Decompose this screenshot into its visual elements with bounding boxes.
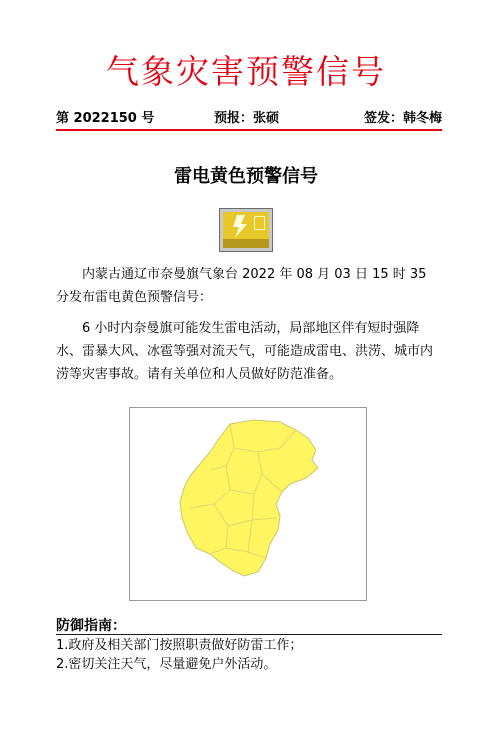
issue-paragraph: 内蒙古通辽市奈曼旗气象台 2022 年 08 月 03 日 15 时 35 分发布雷电黄色预警信号： <box>56 267 427 305</box>
warning-area-map <box>129 407 367 601</box>
guide-item: 2.密切关注天气，尽量避免户外活动。 <box>56 657 277 672</box>
issue-number: 第 2022150 号 <box>56 111 155 126</box>
signer: 签发：韩冬梅 <box>363 111 442 126</box>
guide-divider <box>56 634 442 635</box>
header-divider <box>56 129 442 131</box>
guide-item: 1.政府及相关部门按照职责做好防雷工作； <box>56 638 303 653</box>
signal-title: 雷电黄色预警信号 <box>174 166 318 187</box>
impact-paragraph: 6 小时内奈曼旗可能发生雷电活动，局部地区伴有短时强降水、雷暴大风、冰雹等强对流天气，可能造成雷电、洪涝、城市内涝等灾害事故。请有关单位和人员做好防范准备。 <box>56 321 434 382</box>
document-meta <box>56 107 442 127</box>
forecaster: 预报：张硕 <box>214 111 280 126</box>
document-title: 气象灾害预警信号 <box>106 52 386 91</box>
guide-heading: 防御指南： <box>56 618 126 634</box>
lightning-yellow-warning-icon <box>219 208 273 252</box>
